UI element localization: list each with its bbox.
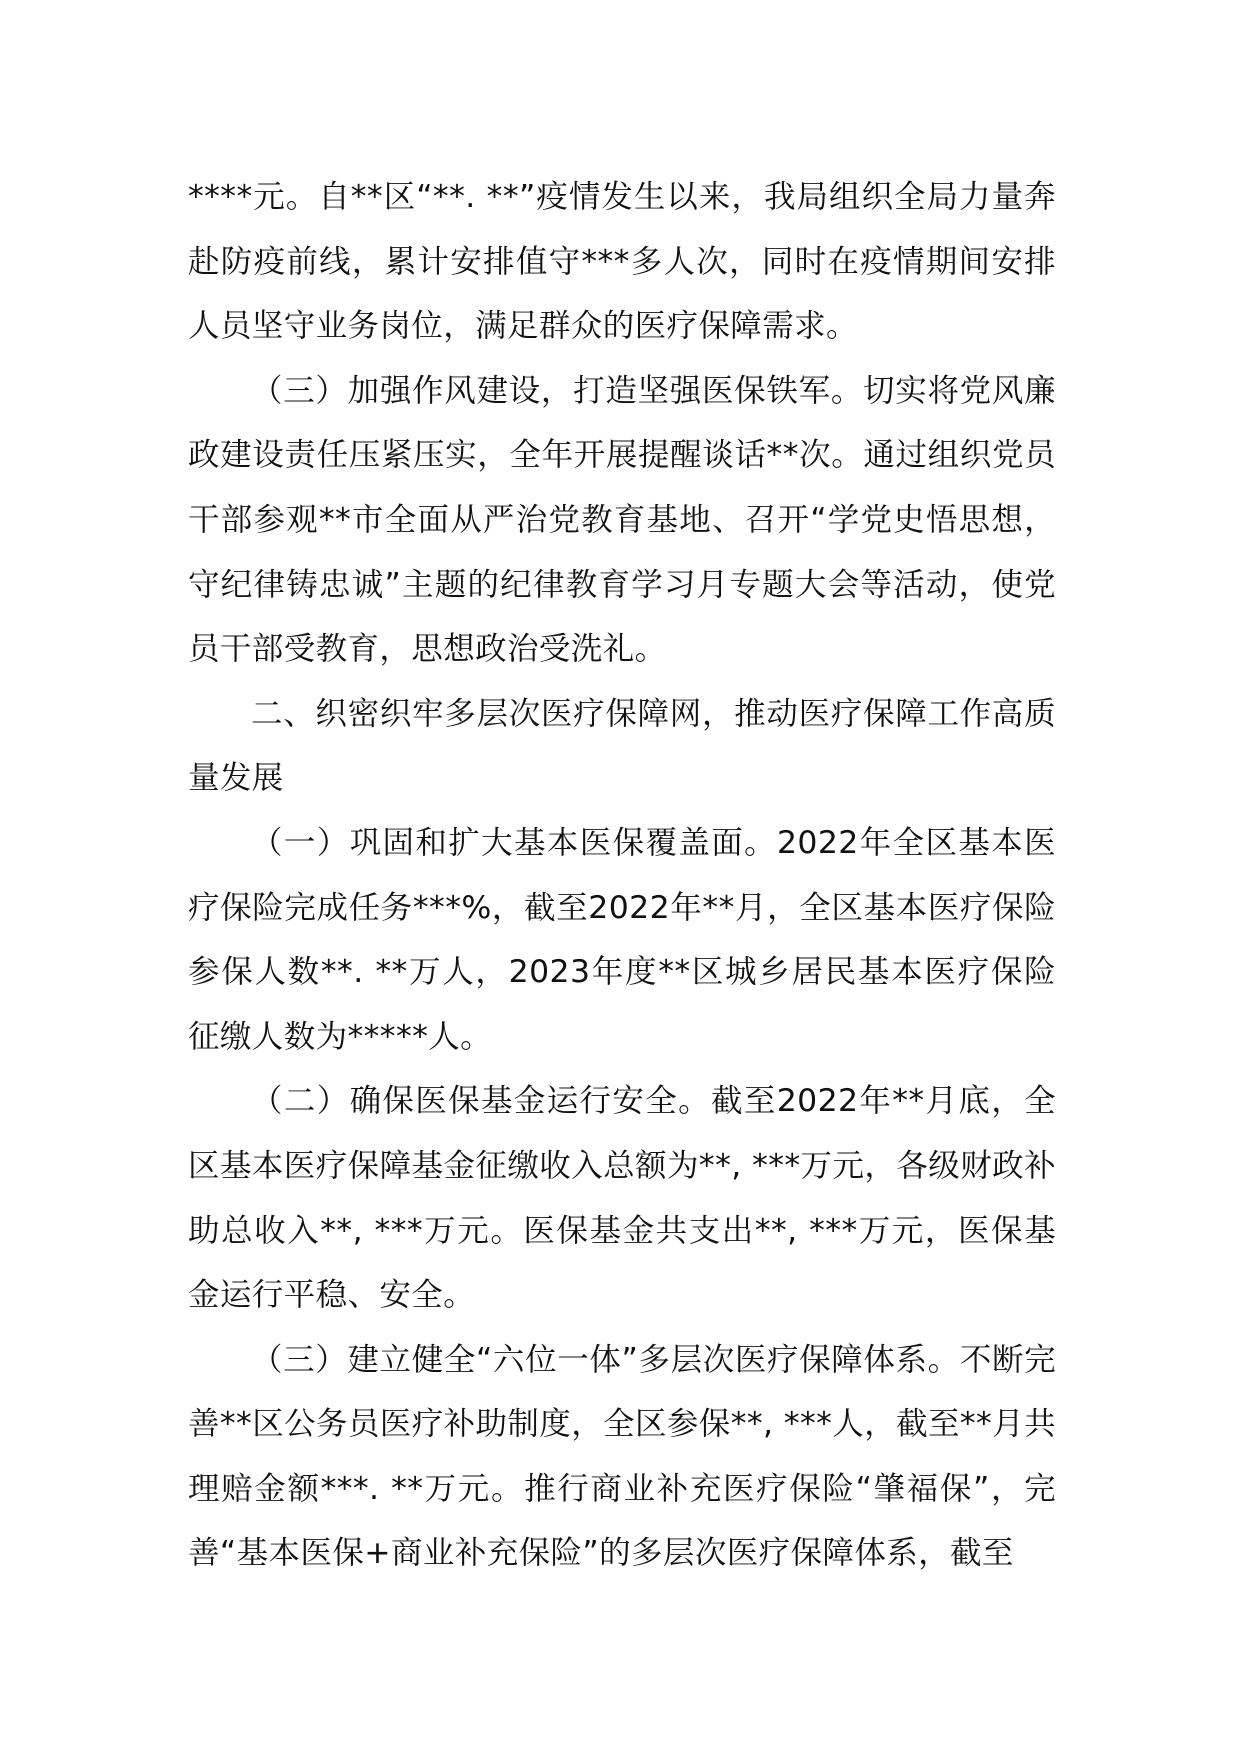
paragraph-coverage: （一）巩固和扩大基本医保覆盖面。2022年全区基本医疗保险完成任务***%，截至2022年**月，全区基本医疗保险参保人数**. **万人，2023年度**区城乡居民基本医疗保险征缴人数为*****人。	[188, 824, 1056, 1055]
document-body	[188, 165, 1056, 1586]
paragraph-fund-safety: （二）确保医保基金运行安全。截至2022年**月底，全区基本医疗保障基金征缴收入总额为**, ***万元，各级财政补助总收入**, ***万元。医保基金共支出**, ***万元，医保基金运行平稳、安全。	[188, 1083, 1056, 1314]
section-heading-two: 二、织密织牢多层次医疗保障网，推动医疗保障工作高质量发展	[188, 695, 1056, 797]
paragraph-section-three-style: （三）加强作风建设，打造坚强医保铁军。切实将党风廉政建设责任压紧压实，全年开展提醒谈话**次。通过组织党员干部参观**市全面从严治党教育基地、召开“学党史悟思想，守纪律铸忠诚”主题的纪律教育学习月专题大会等活动，使党员干部受教育，思想政治受洗礼。	[188, 372, 1056, 668]
paragraph-continuation: ****元。自**区“**. **”疫情发生以来，我局组织全局力量奔赴防疫前线，累计安排值守***多人次，同时在疫情期间安排人员坚守业务岗位，满足群众的医疗保障需求。	[188, 179, 1056, 345]
paragraph-multilevel-system: （三）建立健全“六位一体”多层次医疗保障体系。不断完善**区公务员医疗补助制度，全区参保**, ***人，截至**月共理赔金额***. **万元。推行商业补充医疗保险“肇福保”，完善“基本医保+商业补充保险”的多层次医疗保障体系，截至	[188, 1341, 1056, 1572]
